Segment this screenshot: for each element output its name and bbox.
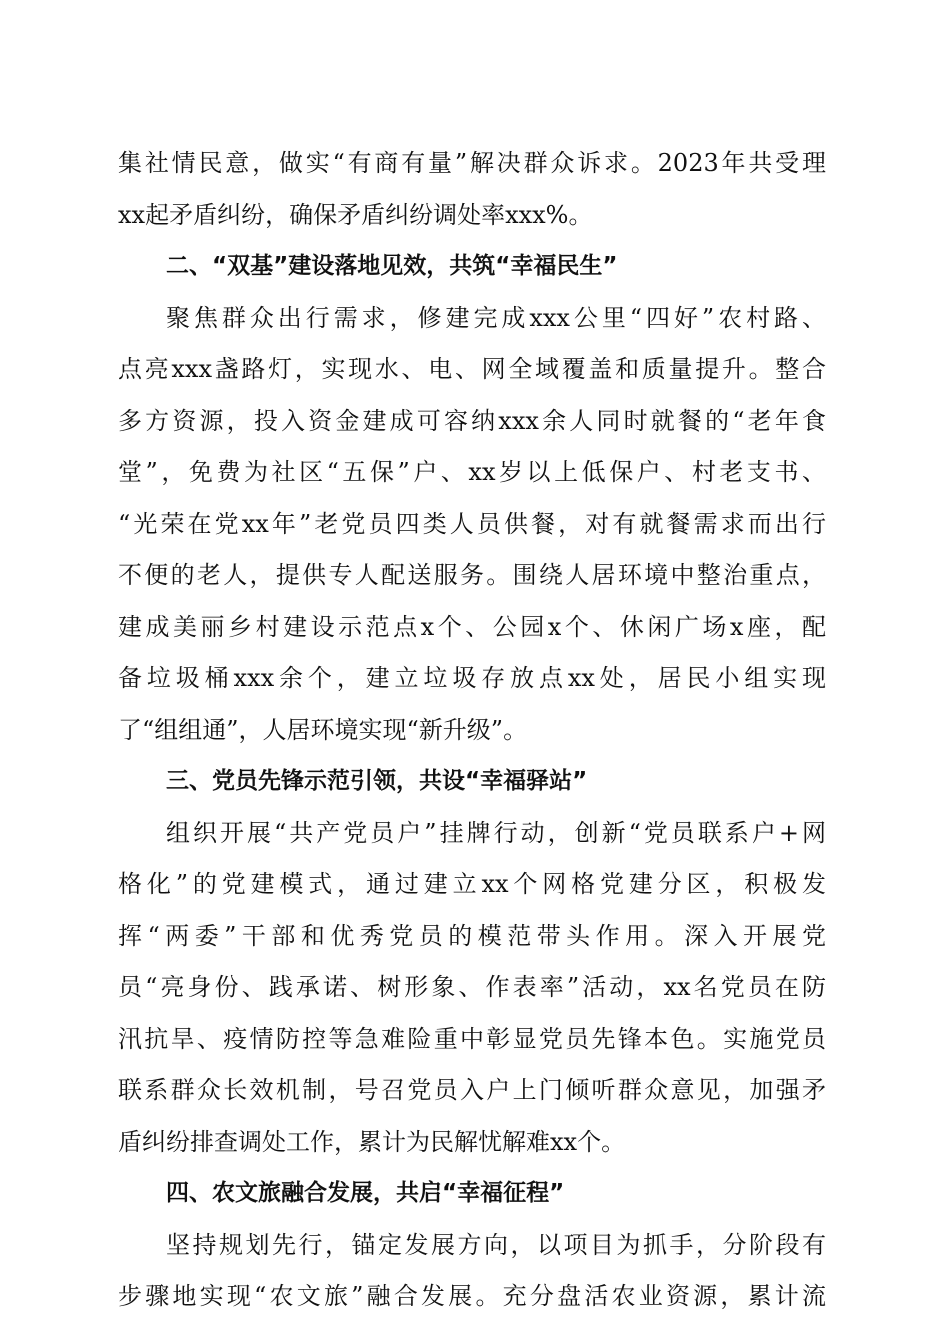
paragraph-line: 盾纠纷排查调处工作，累计为民解忧解难xx个。 bbox=[118, 1127, 626, 1156]
paragraph-line: 多方资源，投入资金建成可容纳xxx余人同时就餐的“老年食 bbox=[118, 406, 826, 435]
paragraph-line: 堂”，免费为社区“五保”户、xx岁以上低保户、村老支书、 bbox=[118, 458, 826, 486]
paragraph-line: “光荣在党xx年”老党员四类人员供餐，对有就餐需求而出行 bbox=[118, 509, 826, 538]
section-heading: 二、“双基”建设落地见效，共筑“幸福民生” bbox=[166, 253, 618, 279]
section-3 bbox=[118, 756, 826, 1168]
section-2 bbox=[118, 241, 826, 756]
paragraph-line: 挥“两委”干部和优秀党员的模范带头作用。深入开展党 bbox=[118, 921, 826, 950]
section-4 bbox=[118, 1168, 826, 1323]
section-heading: 三、党员先锋示范引领，共设“幸福驿站” bbox=[166, 768, 588, 794]
paragraph-line: 聚焦群众出行需求，修建完成xxx公里“四好”农村路、 bbox=[166, 303, 826, 332]
opening-paragraph bbox=[118, 138, 826, 241]
paragraph-line: 点亮xxx盏路灯，实现水、电、网全域覆盖和质量提升。整合 bbox=[118, 355, 826, 383]
paragraph-line: 格化”的党建模式，通过建立xx个网格党建分区，积极发 bbox=[118, 870, 826, 898]
paragraph-line: 步骤地实现“农文旅”融合发展。充分盘活农业资源，累计流 bbox=[118, 1282, 826, 1310]
paragraph-line: 组织开展“共产党员户”挂牌行动，创新“党员联系户+网 bbox=[166, 818, 826, 847]
paragraph-line: 员“亮身份、践承诺、树形象、作表率”活动，xx名党员在防 bbox=[118, 973, 826, 1001]
paragraph-line: 汛抗旱、疫情防控等急难险重中彰显党员先锋本色。实施党员 bbox=[118, 1024, 826, 1053]
paragraph-line: 备垃圾桶xxx余个，建立垃圾存放点xx处，居民小组实现 bbox=[118, 664, 826, 692]
paragraph-line: 集社情民意，做实“有商有量”解决群众诉求。2023年共受理 bbox=[118, 149, 826, 177]
paragraph-line: 建成美丽乡村建设示范点x个、公园x个、休闲广场x座，配 bbox=[118, 612, 826, 641]
paragraph-line: 不便的老人，提供专人配送服务。围绕人居环境中整治重点， bbox=[118, 561, 826, 589]
document-body bbox=[118, 138, 826, 1323]
section-heading: 四、农文旅融合发展，共启“幸福征程” bbox=[166, 1180, 565, 1206]
paragraph-line: xx起矛盾纠纷，确保矛盾纠纷调处率xxx%。 bbox=[118, 200, 593, 229]
paragraph-line: 了“组组通”，人居环境实现“新升级”。 bbox=[118, 715, 528, 744]
paragraph-line: 坚持规划先行，锚定发展方向，以项目为抓手，分阶段有 bbox=[166, 1230, 826, 1259]
paragraph-line: 联系群众长效机制，号召党员入户上门倾听群众意见，加强矛 bbox=[118, 1076, 826, 1104]
